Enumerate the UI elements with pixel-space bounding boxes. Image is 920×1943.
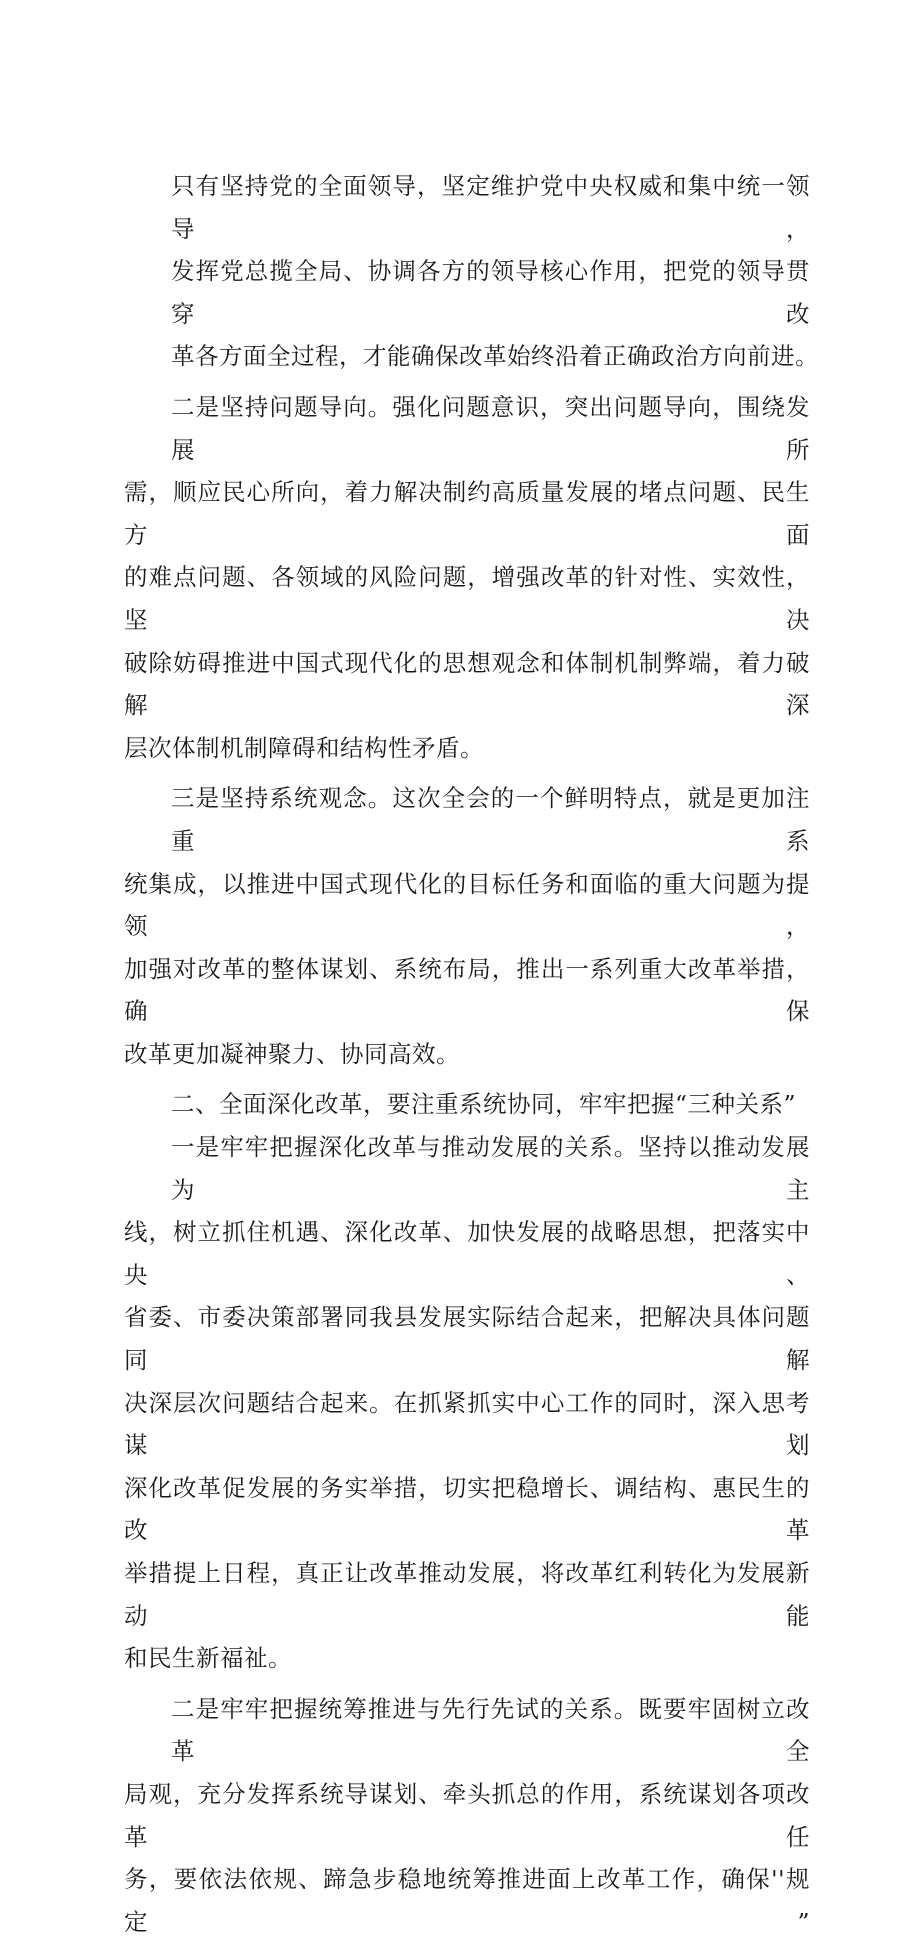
paragraph-system-view: [124, 777, 810, 1075]
text-line: 深化改革促发展的务实举措，切实把稳增长、调结构、惠民生的改革: [124, 1473, 810, 1545]
text-line: 二是牢牢把握统筹推进与先行先试的关系。既要牢固树立改革全: [171, 1694, 810, 1766]
section-heading: [124, 1083, 810, 1126]
text-line: 革各方面全过程，才能确保改革始终沿着正确政治方向前进。: [171, 342, 819, 371]
text-line: 层次体制机制障碍和结构性矛盾。: [124, 733, 484, 762]
text-line: 三是坚持系统观念。这次全会的一个鲜明特点，就是更加注重系: [171, 784, 810, 855]
paragraph-reform-development: [124, 1126, 810, 1680]
text-line: 和民生新福祉。: [124, 1644, 292, 1673]
text-line: 务，要依法依规、蹄急步稳地统筹推进面上改革工作，确保''规定”: [124, 1865, 810, 1936]
text-line: 二是坚持问题导向。强化问题意识，突出问题导向，围绕发展所: [171, 392, 810, 464]
text-line: 需，顺应民心所向，着力解决制约高质量发展的堵点问题、民生方面: [124, 478, 810, 549]
text-line: 发挥党总揽全局、协调各方的领导核心作用，把党的领导贯穿改: [171, 257, 810, 328]
text-line: 统集成，以推进中国式现代化的目标任务和面临的重大问题为提领，: [124, 869, 810, 941]
text-line: 决深层次问题结合起来。在抓紧抓实中心工作的同时，深入思考谋划: [124, 1388, 810, 1460]
document-body: [124, 165, 819, 1943]
paragraph-problem-orientation: [124, 386, 810, 769]
text-line: 的难点问题、各领域的风险问题，增强改革的针对性、实效性，坚决: [124, 563, 810, 634]
text-line: 只有坚持党的全面领导，坚定维护党中央权威和集中统一领导，: [171, 172, 810, 243]
heading-line: 二、全面深化改革，要注重系统协同，牢牢把握“三种关系”: [171, 1090, 797, 1119]
text-line: 省委、市委决策部署同我县发展实际结合起来，把解决具体问题同解: [124, 1303, 810, 1375]
text-line: 改革更加凝神聚力、协同高效。: [124, 1039, 460, 1068]
text-line: 加强对改革的整体谋划、系统布局，推出一系列重大改革举措，确保: [124, 954, 810, 1026]
paragraph-overall-pilot: [124, 1688, 810, 1943]
text-line: 线，树立抓住机遇、深化改革、加快发展的战略思想，把落实中央、: [124, 1218, 810, 1289]
text-line: 一是牢牢把握深化改革与推动发展的关系。坚持以推动发展为主: [171, 1133, 810, 1204]
text-line: 局观，充分发挥系统导谋划、牵头抓总的作用，系统谋划各项改革任: [124, 1779, 810, 1851]
text-line: 破除妨碍推进中国式现代化的思想观念和体制机制弊端，着力破解深: [124, 648, 810, 720]
text-line: 举措提上日程，真正让改革推动发展，将改革红利转化为发展新动能: [124, 1559, 810, 1630]
paragraph-leadership: [124, 165, 819, 378]
